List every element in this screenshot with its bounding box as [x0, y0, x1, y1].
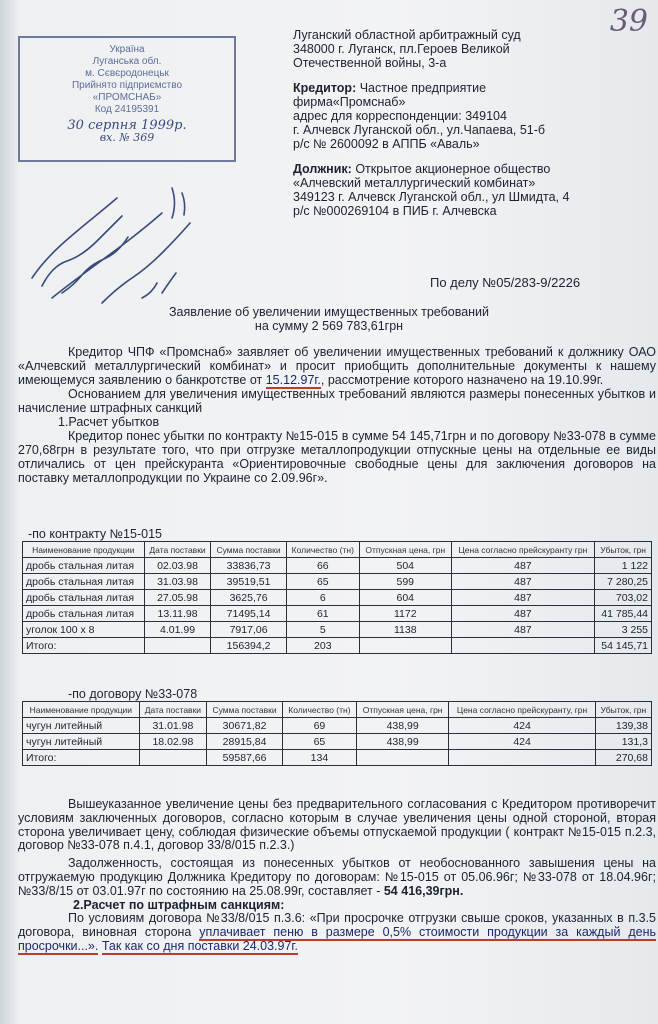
- table-cell: 156394,2: [211, 638, 286, 654]
- table-header-cell: Количество (тн): [283, 702, 357, 718]
- stamp-date: 30 серпня 1999р.: [67, 118, 187, 133]
- table-header-cell: Дата поставки: [139, 702, 206, 718]
- debtor-block: [293, 162, 643, 218]
- table-cell: 487: [451, 606, 595, 622]
- table-cell: [356, 750, 449, 766]
- table-cell: 7 280,25: [595, 574, 652, 590]
- losses-table-agreement: [22, 701, 652, 766]
- table-cell: чугун литейный: [23, 734, 140, 750]
- table-header-cell: Количество (тн): [286, 542, 359, 558]
- table-row: [23, 558, 652, 574]
- table-cell: [359, 638, 451, 654]
- document-body-continued: [18, 798, 656, 954]
- table-cell: [144, 638, 211, 654]
- table-cell: Итого:: [23, 638, 145, 654]
- table-cell: 6: [286, 590, 359, 606]
- court-name: Луганский областной арбитражный суд: [293, 28, 521, 42]
- table-cell: [449, 750, 595, 766]
- debtor-account: р/с №000269104 в ПИБ г. Алчевска: [293, 204, 497, 218]
- table-cell: 487: [451, 590, 595, 606]
- table-total-row: [23, 750, 652, 766]
- debtor-name: «Алчевский металлургический комбинат»: [293, 176, 536, 190]
- table-cell: 438,99: [356, 718, 449, 734]
- table-header-cell: Цена согласно прейскуранту, грн: [449, 702, 595, 718]
- section-heading: 2.Расчет по штрафным санкциям:: [73, 897, 285, 912]
- intro-date: 15.12.97г.: [265, 373, 321, 387]
- table-header-cell: Наименование продукции: [23, 542, 145, 558]
- table-header-cell: Отпускная цена, грн: [356, 702, 449, 718]
- table-cell: 66: [286, 558, 359, 574]
- header-addresses: [293, 28, 643, 229]
- debtor-label: Должник:: [293, 162, 352, 176]
- table-row: [23, 718, 652, 734]
- table-cell: 424: [449, 734, 595, 750]
- table-cell: 02.03.98: [144, 558, 211, 574]
- losses-paragraph: Кредитор понес убытки по контракту №15-015 в сумме 54 145,71грн и по договору №33-078 в сумме 270,68грн в результате того, что при отгрузке металлопродукции отпускные цены на отдельные ее виды отличались от цен прейскуранта «Ориентировочные свободные цены для заключения договоров на поставку металлопродукции по Украине со 2.09.96г».: [18, 429, 656, 485]
- debt-text: Задолженность, состоящая из понесенных убытков от необоснованного завышения цены на отгружаемую продукцию Должника Кредитору по договорам: №15-015 от 05.06.96г; №33-078 от 18.04.96г; №33/8/15 от 03.01.97г по состоянию на 25.08.99г, составляет -: [18, 856, 656, 898]
- contract2-label: -по договору №33-078: [68, 687, 198, 701]
- stamp-line: «ПРОМСНАБ»: [92, 92, 162, 103]
- section-heading: 1.Расчет убытков: [58, 415, 160, 429]
- table-cell: 703,02: [595, 590, 652, 606]
- table-row: [23, 590, 652, 606]
- table-cell: 1172: [359, 606, 451, 622]
- stamp-line: м. Сєвєродонецьк: [85, 68, 169, 79]
- intro-text: , рассмотрение которого назначено на 19.10.99г.: [320, 373, 604, 387]
- table-cell: 33836,73: [211, 558, 286, 574]
- creditor-label: Кредитор:: [293, 81, 357, 95]
- title-line: Заявление об увеличении имущественных требований: [168, 305, 490, 319]
- table-cell: 27.05.98: [144, 590, 211, 606]
- table-cell: 604: [359, 590, 451, 606]
- creditor-name: фирма«Промснаб»: [293, 95, 406, 109]
- table-cell: 139,38: [595, 718, 651, 734]
- table-header-cell: Цена согласно прейскуранту грн: [451, 542, 595, 558]
- table-row: [23, 734, 652, 750]
- table-cell: 13.11.98: [144, 606, 211, 622]
- creditor-account: р/с № 2600092 в АППБ «Аваль»: [293, 137, 480, 151]
- table-cell: 28915,84: [207, 734, 283, 750]
- table-cell: уголок 100 х 8: [23, 622, 145, 638]
- table-cell: 1 122: [595, 558, 652, 574]
- table-cell: 30671,82: [207, 718, 283, 734]
- table-header-cell: Наименование продукции: [23, 702, 140, 718]
- table-cell: дробь стальная литая: [23, 606, 145, 622]
- table-cell: 438,99: [356, 734, 449, 750]
- fines-paragraph: [18, 912, 656, 953]
- table-cell: 18.02.98: [139, 734, 206, 750]
- table-cell: 31.01.98: [139, 718, 206, 734]
- table-cell: 487: [451, 574, 595, 590]
- table-cell: 5: [286, 622, 359, 638]
- intro-text: Кредитор ЧПФ «Промснаб» заявляет об увеличении имущественных требований к должнику ОАО «Алчевский металлургический комбинат» и просит приобщить дополнительные документы к нашему имеющемуся заявлению о банкротстве от: [18, 345, 656, 387]
- court-address: 348000 г. Луганск, пл.Героев Великой: [293, 42, 510, 56]
- court-block: [293, 28, 643, 70]
- table-cell: 134: [283, 750, 357, 766]
- fines-highlight: Так как со дня поставки 24.03.97г.: [101, 938, 298, 953]
- debtor-name: Открытое акционерное общество: [355, 162, 551, 176]
- title-line: на сумму 2 569 783,61грн: [254, 319, 404, 333]
- stamp-line: Україна: [109, 44, 145, 55]
- contract1-label: -по контракту №15-015: [28, 527, 162, 541]
- table-cell: 424: [449, 718, 595, 734]
- table-cell: 487: [451, 622, 595, 638]
- table-cell: 270,68: [595, 750, 651, 766]
- table-header-cell: Убыток, грн: [595, 702, 651, 718]
- table-cell: [139, 750, 206, 766]
- stamp-line: Код 24195391: [94, 104, 160, 115]
- creditor-block: [293, 81, 643, 151]
- table-row: [23, 622, 652, 638]
- table-cell: 71495,14: [211, 606, 286, 622]
- table-cell: дробь стальная литая: [23, 574, 145, 590]
- table-cell: 131,3: [595, 734, 651, 750]
- table-header-cell: Убыток, грн: [595, 542, 652, 558]
- table-cell: 487: [451, 558, 595, 574]
- table-header-cell: Сумма поставки: [211, 542, 286, 558]
- creditor-name: Частное предприятие: [359, 81, 487, 95]
- handwritten-resolution: [22, 168, 222, 308]
- table-cell: 31.03.98: [144, 574, 211, 590]
- debt-paragraph: [18, 857, 656, 898]
- table-cell: 7917,06: [211, 622, 286, 638]
- table-cell: 69: [283, 718, 357, 734]
- document-body: [18, 345, 656, 485]
- stamp-line: Луганська обл.: [92, 56, 162, 67]
- table-total-row: [23, 638, 652, 654]
- table-cell: 65: [283, 734, 357, 750]
- table-header-cell: Отпускная цена, грн: [359, 542, 451, 558]
- stamp-line: Прийнято підприємство: [71, 80, 183, 91]
- table-cell: чугун литейный: [23, 718, 140, 734]
- table-cell: 65: [286, 574, 359, 590]
- creditor-address: г. Алчевск Луганской обл., ул.Чапаева, 51-б: [293, 123, 546, 137]
- page-number: 39: [609, 4, 648, 39]
- table-cell: 54 145,71: [595, 638, 652, 654]
- table-cell: 3 255: [595, 622, 652, 638]
- table-cell: 203: [286, 638, 359, 654]
- table-header-cell: Сумма поставки: [207, 702, 283, 718]
- table-cell: Итого:: [23, 750, 140, 766]
- table-header-cell: Дата поставки: [144, 542, 211, 558]
- table-cell: дробь стальная литая: [23, 590, 145, 606]
- table-cell: 61: [286, 606, 359, 622]
- table-row: [23, 574, 652, 590]
- table-cell: дробь стальная литая: [23, 558, 145, 574]
- table-cell: 504: [359, 558, 451, 574]
- creditor-address: адрес для корреспонденции: 349104: [293, 109, 507, 123]
- registration-stamp: [18, 36, 236, 162]
- table-cell: 3625,76: [211, 590, 286, 606]
- fines-text: По условиям договора №33/8/015 п.3.6: «При просрочке отгрузки свыше сроков, указанных в п.3.5 договора, виновная сторона: [18, 911, 656, 940]
- stamp-reg: вх. № 369: [99, 131, 155, 144]
- table-cell: 39519,51: [211, 574, 286, 590]
- basis-paragraph: Основанием для увеличения имущественных требований являются размеры понесенных убытков и начисление штрафных санкций: [18, 387, 656, 415]
- document-title: [0, 305, 658, 333]
- increase-paragraph: Вышеуказанное увеличение цены без предварительного согласования с Кредитором противоречит условиям заключенных договоров, согласно которым в случае увеличения цены одной стороной, вторая сторона увеличивает цену, соблюдая физические объемы отпускаемой продукции ( контракт №15-015 п.2.3, договор №33-078 п.4.1, договор 33/8/015 п.2.3.): [18, 797, 656, 853]
- table-row: [23, 606, 652, 622]
- table-cell: 41 785,44: [595, 606, 652, 622]
- debtor-address: 349123 г. Алчевск Луганской обл., ул Шмидта, 4: [293, 190, 570, 204]
- intro-paragraph: [18, 345, 656, 387]
- table-cell: 1138: [359, 622, 451, 638]
- losses-table-contract: [22, 541, 652, 654]
- fines-highlight: уплачивает пеню в размере 0,5% стоимости продукции за каждый день просрочки...».: [18, 925, 656, 953]
- court-address: Отечественной войны, 3-а: [293, 56, 447, 70]
- table-cell: 599: [359, 574, 451, 590]
- debt-sum: 54 416,39грн.: [383, 883, 464, 898]
- table-cell: 4.01.99: [144, 622, 211, 638]
- table-cell: 59587,66: [207, 750, 283, 766]
- case-number: По делу №05/283-9/2226: [430, 275, 581, 290]
- table-cell: [451, 638, 595, 654]
